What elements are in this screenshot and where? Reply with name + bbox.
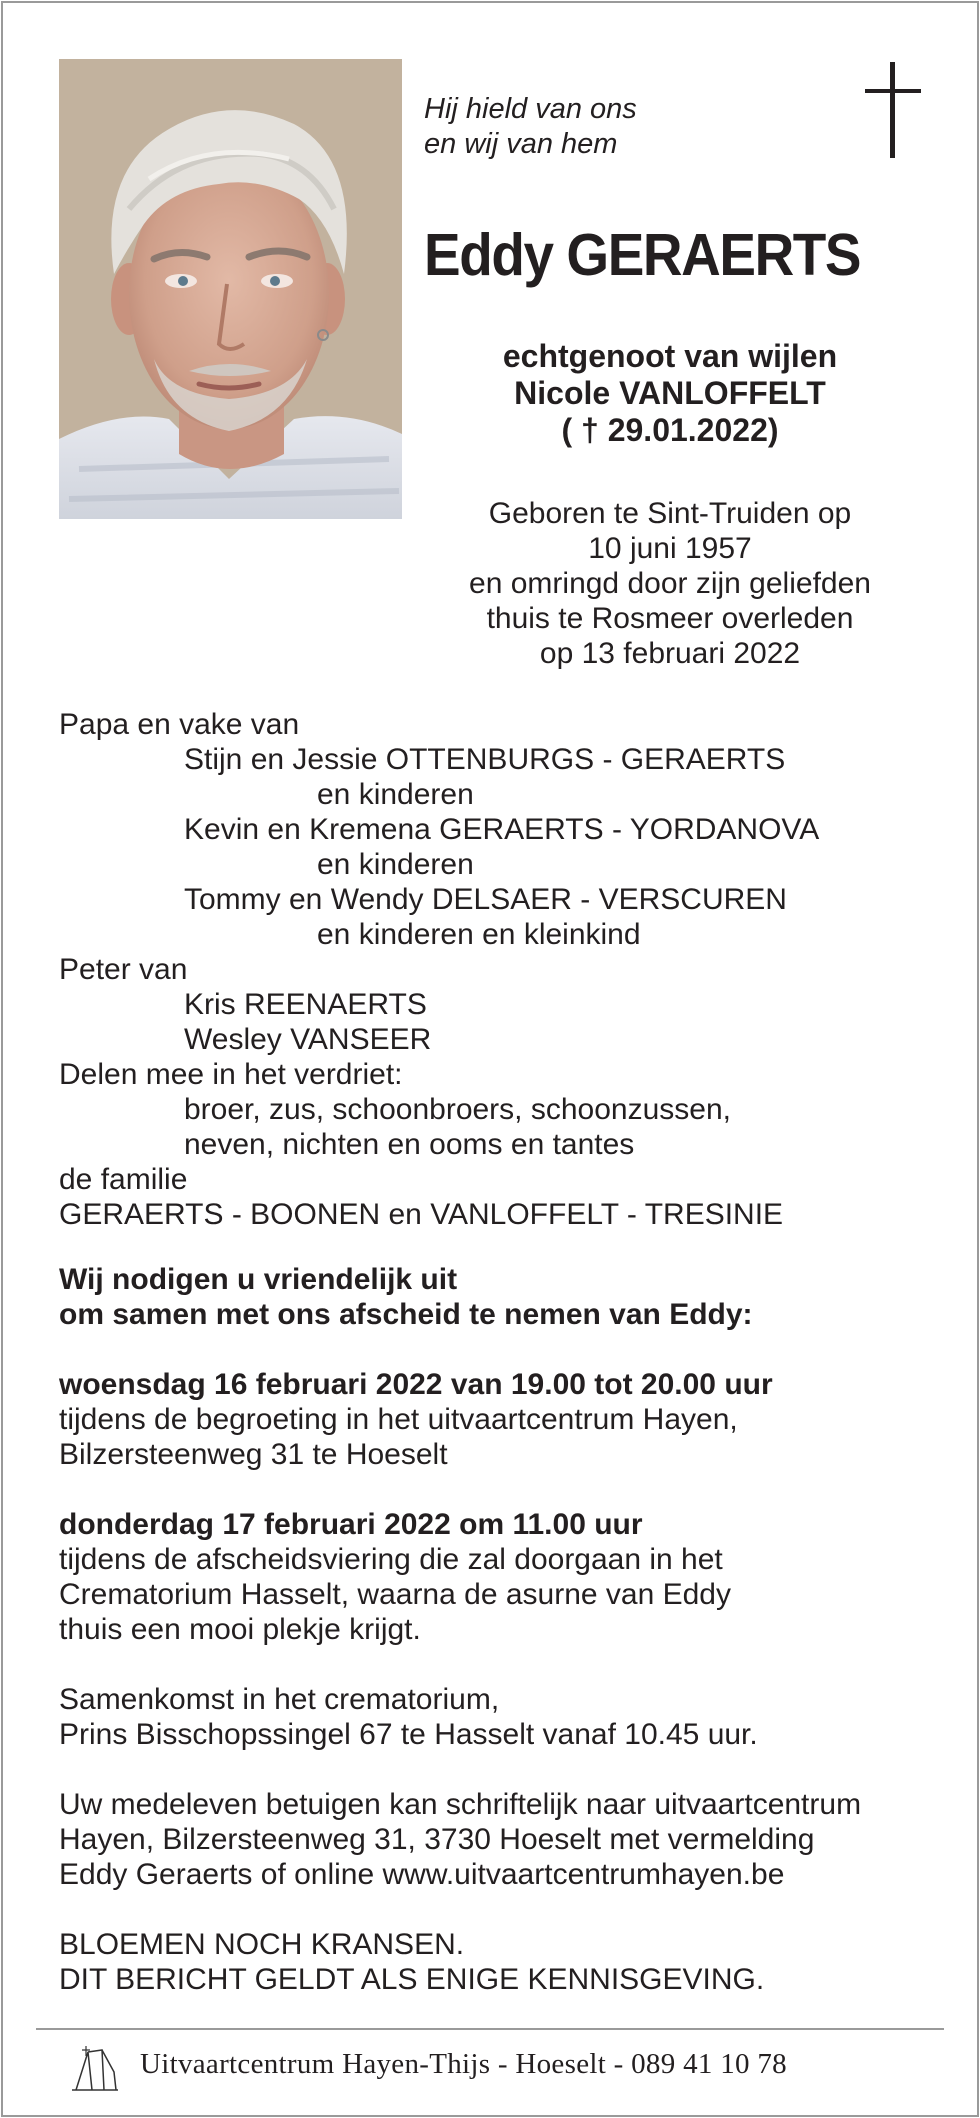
footer-divider xyxy=(36,2028,944,2030)
birth-death-info xyxy=(440,496,900,671)
condolences-details xyxy=(59,1787,939,1892)
family-line: Kevin en Kremena GERAERTS - YORDANOVA xyxy=(184,813,820,846)
gathering-line: Samenkomst in het crematorium, xyxy=(59,1683,500,1716)
wake-line: Bilzersteenweg 31 te Hoeselt xyxy=(59,1438,448,1471)
family-line: broer, zus, schoonbroers, schoonzussen, xyxy=(184,1093,731,1126)
family-line: Stijn en Jessie OTTENBURGS - GERAERTS xyxy=(184,743,786,776)
gathering-line: Prins Bisschopssingel 67 te Hasselt vanaf 10.45 uur. xyxy=(59,1718,758,1751)
cross-icon xyxy=(865,62,921,158)
portrait-photo xyxy=(59,59,402,519)
born-line: 10 juni 1957 xyxy=(588,532,752,565)
born-line: Geboren te Sint-Truiden op xyxy=(488,497,852,530)
born-line: thuis te Rosmeer overleden xyxy=(486,602,854,635)
family-line: Wesley VANSEER xyxy=(184,1023,432,1056)
service-line: Crematorium Hasselt, waarna de asurne van Eddy xyxy=(59,1578,731,1611)
service-line: thuis een mooi plekje krijgt. xyxy=(59,1613,421,1646)
family-line: Peter van xyxy=(59,953,188,986)
deceased-name: Eddy GERAERTS xyxy=(424,222,861,288)
service-details xyxy=(59,1507,939,1647)
family-line: Tommy en Wendy DELSAER - VERSCUREN xyxy=(184,883,787,916)
invitation-line: Wij nodigen u vriendelijk uit xyxy=(59,1263,458,1296)
family-line: GERAERTS - BOONEN en VANLOFFELT - TRESINIE xyxy=(59,1198,784,1231)
born-line: en omringd door zijn geliefden xyxy=(469,567,871,600)
notice xyxy=(59,1927,939,1997)
family-line: Kris REENAERTS xyxy=(184,988,427,1021)
family-line: en kinderen en kleinkind xyxy=(317,918,641,951)
invitation xyxy=(59,1262,939,1332)
family-line: neven, nichten en ooms en tantes xyxy=(184,1128,635,1161)
notice-line: DIT BERICHT GELDT ALS ENIGE KENNISGEVING. xyxy=(59,1963,765,1996)
wake-line: tijdens de begroeting in het uitvaartcentrum Hayen, xyxy=(59,1403,738,1436)
condolences-line: Uw medeleven betuigen kan schriftelijk naar uitvaartcentrum xyxy=(59,1788,862,1821)
funeral-home-logo-icon xyxy=(68,2042,122,2096)
family-line: en kinderen xyxy=(317,778,474,811)
invitation-line: om samen met ons afscheid te nemen van Eddy: xyxy=(59,1298,753,1331)
condolences-line: Hayen, Bilzersteenweg 31, 3730 Hoeselt met vermelding xyxy=(59,1823,815,1856)
family-line: de familie xyxy=(59,1163,188,1196)
spouse-line: ( † 29.01.2022) xyxy=(561,412,779,448)
motto xyxy=(424,92,637,162)
family-list xyxy=(59,707,939,1232)
spouse-line: echtgenoot van wijlen xyxy=(502,338,838,374)
condolences-line: Eddy Geraerts of online www.uitvaartcentrumhayen.be xyxy=(59,1858,785,1891)
spouse-info xyxy=(440,338,900,449)
wake-details xyxy=(59,1367,939,1472)
born-line: op 13 februari 2022 xyxy=(539,637,801,670)
spouse-line: Nicole VANLOFFELT xyxy=(514,375,826,411)
motto-line: Hij hield van ons xyxy=(424,93,637,125)
service-line: tijdens de afscheidsviering die zal doorgaan in het xyxy=(59,1543,723,1576)
family-line: Papa en vake van xyxy=(59,708,300,741)
service-title: donderdag 17 februari 2022 om 11.00 uur xyxy=(59,1508,643,1541)
footer-text: Uitvaartcentrum Hayen-Thijs - Hoeselt - 089 41 10 78 xyxy=(140,2048,787,2080)
motto-line: en wij van hem xyxy=(424,128,618,160)
family-line: Delen mee in het verdriet: xyxy=(59,1058,403,1091)
family-line: en kinderen xyxy=(317,848,474,881)
wake-title: woensdag 16 februari 2022 van 19.00 tot 20.00 uur xyxy=(59,1368,773,1401)
notice-line: BLOEMEN NOCH KRANSEN. xyxy=(59,1928,465,1961)
gathering-details xyxy=(59,1682,939,1752)
